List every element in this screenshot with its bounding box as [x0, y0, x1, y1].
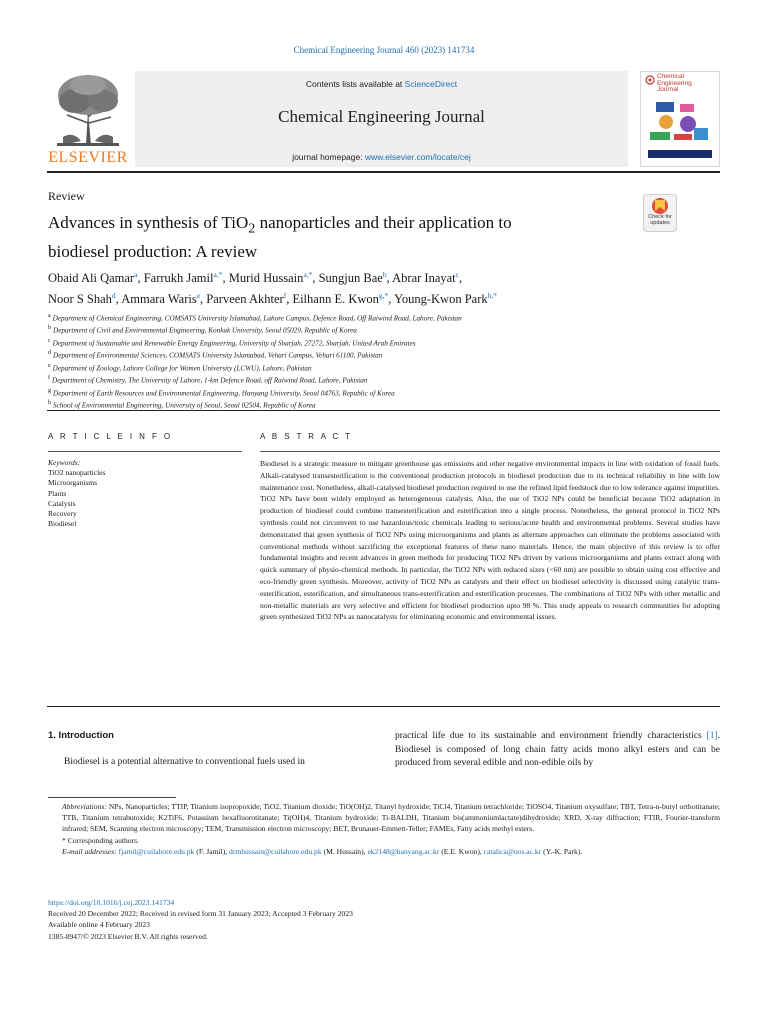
journal-citation[interactable]: Chemical Engineering Journal 460 (2023) 141734 — [293, 45, 475, 55]
author[interactable]: Sungjun Bae$^b$ — [318, 270, 387, 286]
author-mark[interactable]: h,* — [487, 291, 497, 301]
author[interactable]: Obaid Ali Qamar$^a$ — [48, 270, 138, 286]
affiliation: $^e$ Department of Zoology, Lahore College for Women University (LCWU), Lahore, Pakistan — [48, 362, 312, 373]
title-part: nanoparticles and their application to — [255, 213, 512, 232]
author[interactable]: Abrar Inayat$^c$ — [392, 270, 459, 286]
affiliation: $^f$ Department of Chemistry, The University of Lahore, 1-km Defence Road, off Raiwind Road, Lahore, Pakistan — [48, 375, 368, 385]
reference-link[interactable]: [1] — [706, 731, 718, 741]
title-subscript: 2 — [248, 220, 256, 237]
author[interactable]: Eilhann E. Kwon$^{g,*}$ — [292, 291, 389, 307]
author-mark[interactable]: a,* — [303, 270, 313, 279]
corresponding-note: * Corresponding authors. — [62, 835, 139, 845]
affiliation: $^b$ Department of Civil and Environmental Engineering, Konkuk University, Seoul 05029, Republic of Korea — [48, 325, 357, 335]
copyright: 1385-8947/© 2023 Elsevier B.V. All rights reserved. — [48, 931, 208, 941]
author-mark[interactable]: b — [382, 270, 387, 279]
author[interactable]: Noor S Shah$^d$ — [48, 291, 116, 307]
abbreviations-text: NPs, Nanoparticles; TTIP, Titanium isopropoxide; TiO2, Titanium dioxide; TiO(OH)2, Titanyl hydroxide; TiCl4, Titanium tetrachloride; TiOSO4, Titanium oxysulfate; TBT, Tetra-n-butyl orthotitanate; TTB, Titanium tetrabutoxide; K2TiF6, Potassium hexafluorotitanate; Ti(OH)4, Titanium hydroxide; Ti-BALDH, Titanium bis(ammoniumlactate)dihydroxide; XRD, X-ray diffraction; FTIR, Fourier-transform infrared; SEM, Scanning electron microscopy; TEM, Transmission electron microscopy; BET, Brunauer-Emmett-Teller; FAMEs, Fatty acids methyl esters. — [62, 802, 720, 834]
article-title — [48, 211, 608, 263]
affiliation: $^g$ Department of Earth Resources and Environmental Engineering, Hanyang University, Seoul 04763, Republic of Korea — [48, 387, 395, 398]
title-part: biodiesel production: A review — [48, 242, 258, 262]
email-link[interactable]: fjamil@cuilahore.edu.pk — [118, 846, 195, 856]
contents-line — [135, 79, 628, 89]
keyword: TiO2 nanoparticles — [48, 468, 106, 478]
intro-paragraph-left: Biodiesel is a potential alternative to conventional fuels used in — [64, 757, 305, 767]
publication-info — [48, 897, 648, 942]
author[interactable]: Murid Hussain$^{a,*}$ — [228, 270, 313, 286]
homepage-line — [135, 152, 628, 162]
check-for-updates-badge[interactable] — [643, 194, 677, 232]
keyword: Catalysts — [48, 498, 76, 508]
bookmark-icon — [643, 194, 677, 232]
author[interactable]: Parveen Akhter$^f$ — [206, 291, 287, 307]
footnotes — [48, 801, 720, 857]
affiliation: $^d$ Department of Environmental Sciences, COMSATS University Islamabad, Vehari Campus, Vehari 61100, Pakistan — [48, 350, 383, 360]
affiliation: $^h$ School of Environmental Engineering, University of Seoul, Seoul 02504, Republic of Korea — [48, 400, 316, 410]
author[interactable]: Farrukh Jamil$^{a,*}$ — [143, 270, 223, 286]
publisher-name: ELSEVIER — [48, 149, 128, 166]
keywords-block — [48, 458, 238, 529]
journal-mark-icon — [645, 75, 655, 85]
email-link[interactable]: drmhussain@cuilahore.edu.pk — [229, 846, 322, 856]
affiliation: $^c$ Department of Sustainable and Renewable Energy Engineering, University of Sharjah, 27272, Sharjah, United Arab Emirates — [48, 337, 416, 348]
journal-header — [135, 71, 628, 167]
contents-prefix: Contents lists available at — [305, 79, 405, 89]
author-list: Obaid Ali Qamar$^a$, Farrukh Jamil$^{a,*}$, Murid Hussain$^{a,*}$, Sungjun Bae$^b$, Abrar Inayat$^c$, Noor S Shah$^d$, Ammara Waris$^e$, Parveen Akhter$^f$, Eilhann E. Kwon$^{g,*}$, Young-Kwon Park$^{h,*}$ — [48, 270, 497, 307]
homepage-link[interactable]: www.elsevier.com/locate/cej — [364, 152, 471, 162]
abstract-rule — [260, 451, 720, 452]
abbreviations-label: Abbreviations: — [62, 802, 107, 811]
abstract-heading: A B S T R A C T — [260, 432, 353, 441]
keyword: Recovery — [48, 509, 77, 519]
received-dates: Received 20 December 2022; Received in revised form 31 January 2023; Accepted 3 February 2023 — [48, 909, 353, 919]
cover-title-line: Chemical — [657, 73, 685, 80]
email-link[interactable]: ek2148@hanyang.ac.kr — [367, 846, 440, 856]
author-mark[interactable]: e — [196, 291, 201, 301]
cover-title-line: Journal — [657, 86, 679, 93]
introduction-heading: 1. Introduction — [48, 730, 114, 741]
author-mark[interactable]: f — [283, 291, 287, 301]
article-info-heading: A R T I C L E I N F O — [48, 432, 173, 441]
keyword: Plants — [48, 488, 67, 498]
cover-title — [657, 74, 717, 94]
tree-icon — [53, 71, 123, 147]
intro-text: practical life due to its sustainable and environment friendly characteristics — [395, 731, 707, 741]
author-mark[interactable]: d — [111, 291, 116, 301]
header-rule — [47, 171, 720, 173]
author-mark[interactable]: c — [455, 270, 459, 279]
keyword: Biodiesel — [48, 519, 77, 529]
abstract-text: Biodiesel is a strategic measure to mitigate greenhouse gas emissions and other negative environmental impacts in line with oxidation of fossil fuels. Alkali-catalysed transesterification is the conventional production protocols in biodiesel production due to its technical reliability in line with low maintenance cost. Nonetheless, alkali-catalysed biodiesel production required to use the refined lipid feedstock due to low tolerance against impurities. TiO2 NPs have been widely employed as heterogeneous catalysts. Also, the use of TiO2 NPs could be beneficial because TiO2 adaptation in production of biodiesel could combine transesterification and esterification into a single process. Nonetheless, the general protocol in TiO2 NPs synthesis could not circumvent to use hazardous/toxic chemicals leading to serious/acute health and environmental problems. Several studies have demonstrated that green synthesis of TiO2 NPs using microorganisms and plants as alternate approaches can eliminate the problems associated with conventional methods without sacrificing the exceptional features of these nano materials. Hence, the main objective of this review is to offer fundamental insights and recent advances in green methods for producing TiO2 NPs driven by various microorganisms and plants extract along with quick summary of physio-chemical methods. In particular, the TiO2 NPs with reduced sizes (<60 nm) are possible to obtain using cost effective and eco-friendly green synthesis. Moreover, activity of TiO2 NPs as catalysts and their effect on biodiesel selectivity is discussed using catalytic trans-esterification, esterification, and simultaneous trans-esterification and esterification processes. The combinations of TiO2 NPs with other metallic and non-metallic materials are very selective and efficient for biodiesel production upto 98 %. This study appeals to research communities for adopting green synthesized TiO2 NPs as nanocatalysts for eliminating economic and environmental issues. — [260, 459, 720, 622]
email-link[interactable]: catalica@uos.ac.kr — [483, 846, 542, 856]
author-mark[interactable]: g,* — [378, 291, 389, 301]
email-note: E-mail addresses: fjamil@cuilahore.edu.pk (F. Jamil), drmhussain@cuilahore.edu.pk (M. Hussain), ek2148@hanyang.ac.kr (E.E. Kwon), catalica@uos.ac.kr (Y.-K. Park). — [62, 846, 583, 856]
sciencedirect-link[interactable]: ScienceDirect — [404, 79, 458, 89]
footnote-rule — [48, 797, 176, 798]
cover-artwork — [644, 98, 716, 160]
homepage-prefix: journal homepage: — [292, 152, 365, 162]
abbreviations-note — [48, 801, 720, 835]
author[interactable]: Young-Kwon Park$^{h,*}$ — [394, 291, 497, 307]
author-mark[interactable]: a,* — [213, 270, 223, 279]
affiliation-list — [48, 311, 728, 411]
keywords-label: Keywords: — [48, 458, 81, 467]
author-mark[interactable]: a — [134, 270, 138, 279]
journal-name: Chemical Engineering Journal — [278, 107, 485, 126]
title-part: Advances in synthesis of TiO — [48, 213, 249, 232]
badge-text: Check for — [648, 214, 672, 220]
intro-paragraph-right — [395, 730, 720, 771]
section-rule — [47, 706, 720, 707]
intro-text: . Biodiesel is composed of long chain fatty acids mono alkyl esters and can be produced from several edible and non-edible oils by — [395, 731, 720, 768]
article-type: Review — [48, 189, 85, 203]
keyword: Microorganisms — [48, 478, 98, 488]
author[interactable]: Ammara Waris$^e$ — [121, 291, 201, 307]
section-rule — [47, 410, 720, 411]
email-label: E-mail addresses: — [62, 846, 117, 856]
info-rule — [48, 451, 242, 452]
badge-text: updates — [650, 220, 670, 226]
journal-cover[interactable] — [640, 71, 720, 167]
doi-link[interactable]: https://doi.org/10.1016/j.cej.2023.141734 — [48, 898, 175, 907]
elsevier-logo — [47, 71, 129, 167]
available-date: Available online 4 February 2023 — [48, 920, 150, 930]
cover-title-line: Engineering — [657, 79, 692, 87]
affiliation: $^a$ Department of Chemical Engineering, COMSATS University Islamabad, Lahore Campus, Defence Road, Off Raiwind Road, Lahore, Pakistan — [48, 313, 462, 323]
